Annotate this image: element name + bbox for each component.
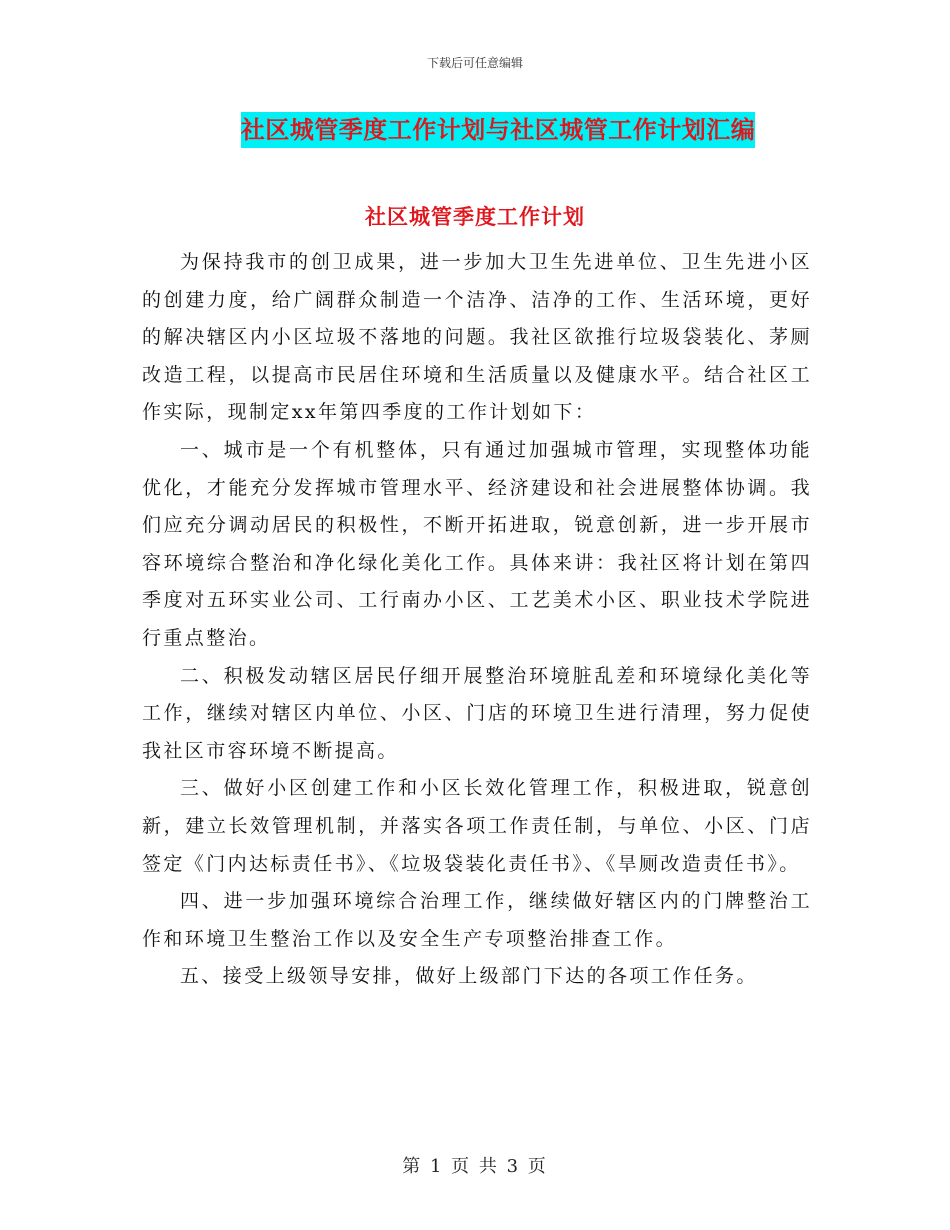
paragraph-item-2: 二、积极发动辖区居民仔细开展整治环境脏乱差和环境绿化美化等工作，继续对辖区内单位、小区、门店的环境卫生进行清理，努力促使我社区市容环境不断提高。 (142, 664, 812, 762)
section-title: 社区城管季度工作计划 (365, 205, 585, 229)
paragraph-item-5: 五、接受上级领导安排，做好上级部门下达的各项工作任务。 (180, 965, 758, 988)
document-body (142, 244, 812, 996)
paragraph-intro: 为保持我市的创卫成果，进一步加大卫生先进单位、卫生先进小区的创建力度，给广阔群众制造一个洁净、洁净的工作、生活环境，更好的解决辖区内小区垃圾不落地的问题。我社区欲推行垃圾袋装化、茅厕改造工程，以提高市民居住环境和生活质量以及健康水平。结合社区工作实际，现制定xx年第四季度的工作计划如下： (142, 251, 812, 424)
main-title: 社区城管季度工作计划与社区城管工作计划汇编 (241, 112, 756, 148)
page-number-footer: 第 1 页 共 3 页 (402, 1156, 548, 1177)
paragraph-item-1: 一、城市是一个有机整体，只有通过加强城市管理，实现整体功能优化，才能充分发挥城市管理水平、经济建设和社会进展整体协调。我们应充分调动居民的积极性，不断开拓进取，锐意创新，进一步开展市容环境综合整治和净化绿化美化工作。具体来讲：我社区将计划在第四季度对五环实业公司、工行南办小区、工艺美术小区、职业技术学院进行重点整治。 (142, 438, 812, 649)
paragraph-item-3: 三、做好小区创建工作和小区长效化管理工作，积极进取，锐意创新，建立长效管理机制，并落实各项工作责任制，与单位、小区、门店签定《门内达标责任书》、《垃圾袋装化责任书》、《旱厕改造责任书》。 (142, 777, 812, 875)
paragraph-item-4: 四、进一步加强环境综合治理工作，继续做好辖区内的门牌整治工作和环境卫生整治工作以及安全生产专项整治排查工作。 (142, 890, 812, 950)
main-title-container (0, 112, 950, 148)
header-note: 下载后可任意编辑 (426, 56, 523, 70)
